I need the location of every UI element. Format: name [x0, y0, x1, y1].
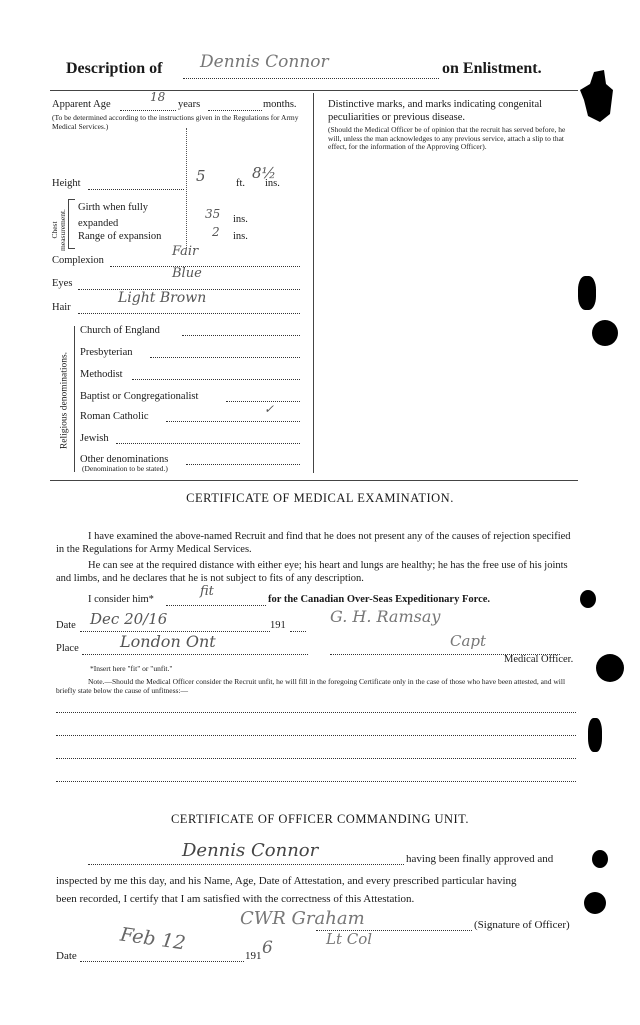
marks-note: (Should the Medical Officer be of opinion that the recruit has served before, he will, unless the man acknowledges to any previous service, attach a slip to that effect, for the information of the Approving Officer).: [328, 125, 566, 151]
apparent-age-label: Apparent Age: [52, 99, 111, 110]
height-label: Height: [52, 178, 81, 189]
place-dots: [82, 654, 308, 655]
religion-item: Church of England: [80, 325, 160, 336]
form-title-prefix: Description of: [66, 60, 163, 77]
note-label: Note.: [88, 677, 105, 686]
age-note: (To be determined according to the instructions given in the Regulations for Army Medical Services.): [52, 113, 299, 131]
ft-label: ft.: [236, 178, 246, 189]
religion-item: Presbyterian: [80, 347, 133, 358]
note-text: —Should the Medical Officer consider the Recruit unfit, he will fill in the foregoing Certificate only in the case of those who have been attested, and will briefly state below the cause of unfitness:—: [56, 677, 566, 695]
oc-text-line-2: inspected by me this day, and his Name, Age, Date of Attestation, and every prescribed particular having: [56, 875, 517, 887]
months-dots: [208, 110, 262, 111]
oc-signature-rank: Lt Col: [326, 930, 373, 948]
eyes-label: Eyes: [52, 278, 73, 289]
oc-name-dots: [88, 864, 404, 865]
months-label: months.: [263, 99, 297, 110]
form-title-suffix: on Enlistment.: [442, 60, 542, 77]
hair-label: Hair: [52, 302, 71, 313]
column-divider: [313, 93, 314, 473]
height-in-value: 8½: [252, 164, 277, 182]
religion-dots: [116, 443, 300, 444]
section-rule: [50, 480, 578, 481]
binding-mark: [592, 850, 608, 868]
eyes-value: Blue: [172, 266, 202, 281]
girth-label: Girth when fully expanded: [78, 202, 148, 229]
girth-ins-label: ins.: [233, 214, 248, 225]
oc-date-value: Feb 12: [118, 923, 187, 955]
recruit-name-handwritten: Dennis Connor: [200, 52, 329, 72]
consider-value: fit: [200, 584, 214, 599]
years-label: years: [178, 99, 201, 110]
complexion-label: Complexion: [52, 255, 104, 266]
religion-item: Methodist: [80, 369, 123, 380]
binding-mark: [580, 590, 596, 608]
range-ins-label: ins.: [233, 231, 248, 242]
hair-value: Light Brown: [118, 290, 207, 306]
religion-dots: [226, 401, 300, 402]
binding-mark: [578, 276, 596, 310]
unfitness-line: [56, 712, 576, 713]
complexion-dots: [110, 266, 300, 267]
medical-title: CERTIFICATE OF MEDICAL EXAMINATION.: [186, 491, 454, 505]
footnote: *Insert here "fit" or "unfit.": [90, 664, 173, 673]
range-label: Range of expansion: [78, 231, 162, 242]
medical-officer-label: Medical Officer.: [504, 654, 574, 665]
age-dots: [120, 110, 176, 111]
range-value: 2: [212, 225, 220, 239]
year-prefix: 191: [270, 620, 286, 631]
year-dots: [290, 631, 306, 632]
punch-hole: [592, 320, 618, 346]
consider-dots: [166, 605, 266, 606]
religion-side-label: Religious denominations.: [59, 351, 70, 450]
religion-other-note: (Denomination to be stated.): [82, 464, 168, 473]
oc-text-line-1: having been finally approved and: [406, 853, 554, 865]
place-label: Place: [56, 643, 79, 654]
complexion-value: Fair: [172, 244, 199, 259]
unfitness-line: [56, 758, 576, 759]
unfitness-line: [56, 735, 576, 736]
medical-officer-signature: G. H. Ramsay: [330, 607, 441, 626]
chest-bracket: [68, 199, 75, 249]
oc-signature-label: (Signature of Officer): [474, 919, 570, 931]
name-line: [183, 78, 439, 79]
oc-date-label: Date: [56, 950, 77, 962]
religion-dots: [166, 421, 300, 422]
consider-label: I consider him*: [88, 594, 154, 605]
religion-mark: ✓: [264, 402, 275, 416]
oc-signature-dots: [316, 930, 472, 931]
top-rule: [50, 90, 578, 91]
force-label: for the Canadian Over-Seas Expeditionary Force.: [268, 594, 491, 605]
girth-value: 35: [205, 207, 221, 221]
religion-dots: [186, 464, 300, 465]
marks-heading: Distinctive marks, and marks indicating congenital peculiarities or previous disease.: [328, 99, 543, 123]
religion-dots: [182, 335, 300, 336]
oc-text-line-3: been recorded, I certify that I am satisfied with the correctness of this Attestation.: [56, 893, 415, 905]
commanding-title: CERTIFICATE OF OFFICER COMMANDING UNIT.: [170, 812, 470, 826]
chest-side-label: Chest measurement.: [50, 209, 67, 251]
medical-para-2: He can see at the required distance with either eye; his heart and lungs are healthy; he has the free use of his joints and limbs, and he declares that he is not subject to fits of any description.: [56, 560, 568, 584]
ins-label: ins.: [265, 178, 280, 189]
punch-hole: [584, 892, 606, 914]
punch-hole: [596, 654, 624, 682]
unfitness-note: [56, 677, 578, 695]
religion-bracket: [74, 326, 75, 472]
religion-item: Jewish: [80, 433, 109, 444]
oc-date-dots: [80, 961, 244, 962]
unfitness-line: [56, 781, 576, 782]
oc-signature: CWR Graham: [240, 908, 365, 929]
oc-year-prefix: 191: [245, 950, 262, 962]
binding-mark: [588, 718, 602, 752]
religion-item: Baptist or Congregationalist: [80, 391, 199, 402]
date-value: Dec 20/16: [90, 610, 168, 628]
religion-dots: [150, 357, 300, 358]
height-ft-value: 5: [196, 167, 206, 185]
oc-year-digit: 6: [262, 938, 273, 958]
religion-dots: [132, 379, 300, 380]
medical-para-1: I have examined the above-named Recruit and find that he does not present any of the causes of rejection specified in the Regulations for Army Medical Services.: [56, 531, 571, 555]
oc-recruit-name: Dennis Connor: [182, 840, 319, 861]
religion-item: Other denominations: [80, 454, 169, 465]
binding-tape-mark: [580, 70, 614, 122]
apparent-age-value: 18: [150, 90, 166, 104]
religion-item: Roman Catholic: [80, 411, 149, 422]
date-label: Date: [56, 620, 76, 631]
height-dots: [88, 189, 184, 190]
hair-dots: [78, 313, 300, 314]
place-value: London Ont: [120, 632, 216, 651]
medical-officer-rank: Capt: [450, 632, 487, 650]
